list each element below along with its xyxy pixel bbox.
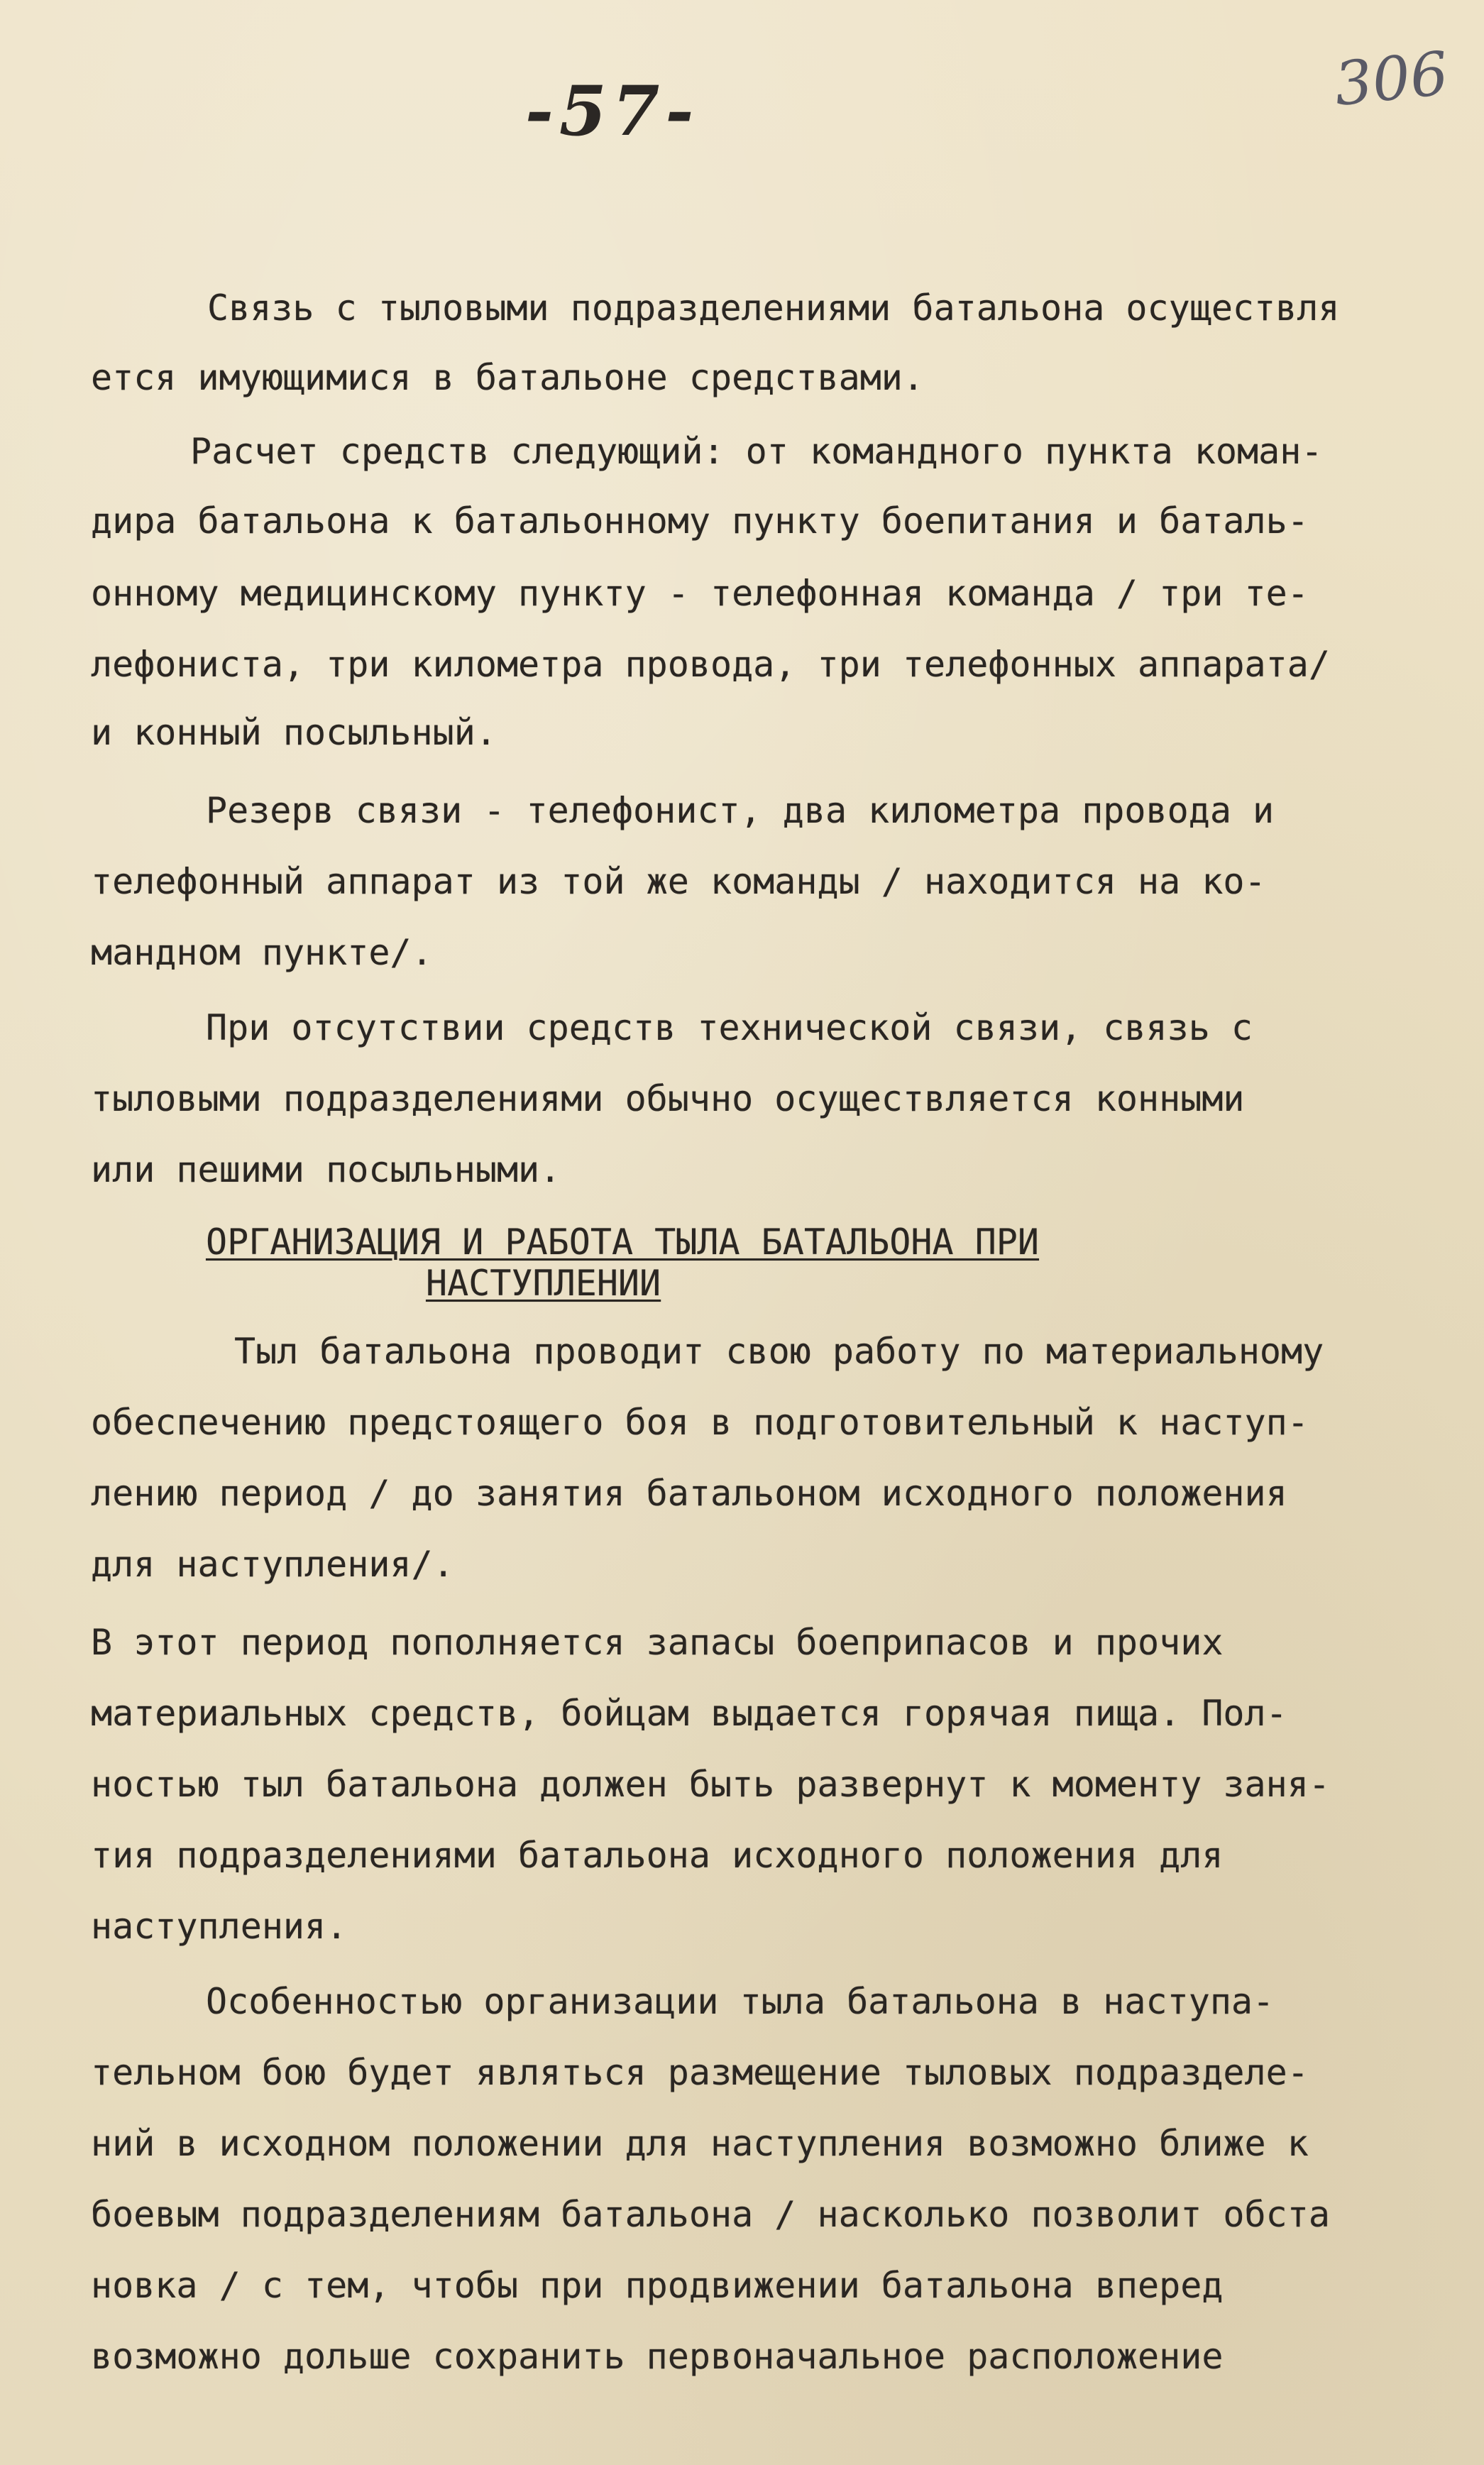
section-heading-continuation: НАСТУПЛЕНИИ — [426, 1263, 661, 1304]
text-line: ется имующимися в батальоне средствами. — [91, 357, 924, 398]
text-line: новка / с тем, чтобы при продвижении батальона вперед — [91, 2265, 1224, 2306]
text-line: материальных средств, бойцам выдается горячая пища. Пол- — [91, 1693, 1287, 1734]
text-line: Тыл батальона проводит свою работу по материальному — [234, 1331, 1324, 1372]
text-line: Связь с тыловыми подразделениями батальона осуществля — [207, 287, 1340, 329]
text-line: тыловыми подразделениями обычно осуществляется конными — [91, 1078, 1245, 1119]
text-line: тельном бою будет являться размещение тыловых подразделе- — [91, 2052, 1309, 2093]
text-line: Расчет средств следующий: от командного пункта коман- — [190, 431, 1323, 472]
text-line: тия подразделениями батальона исходного положения для — [91, 1835, 1224, 1876]
text-line: возможно дольше сохранить первоначальное расположение — [91, 2336, 1224, 2377]
text-line: лению период / до занятия батальоном исходного положения — [91, 1473, 1287, 1514]
text-line: ний в исходном положении для наступления возможно ближе к — [91, 2123, 1309, 2164]
text-line: обеспечению предстоящего боя в подготовительный к наступ- — [91, 1402, 1309, 1443]
page-number: -57- — [525, 71, 700, 151]
text-line: ностью тыл батальона должен быть развернут к моменту заня- — [91, 1764, 1330, 1805]
text-line: Особенностью организации тыла батальона в наступа- — [206, 1981, 1275, 2022]
text-line: мандном пункте/. — [91, 932, 433, 973]
text-line: При отсутствии средств технической связи, связь с — [206, 1007, 1253, 1048]
text-line: дира батальона к батальонному пункту боепитания и баталь- — [91, 500, 1309, 542]
text-line: онному медицинскому пункту - телефонная команда / три те- — [91, 573, 1309, 614]
text-line: или пешими посыльными. — [91, 1149, 561, 1190]
text-line: боевым подразделениям батальона / насколько позволит обста — [91, 2194, 1330, 2235]
text-line: телефонный аппарат из той же команды / находится на ко- — [91, 861, 1266, 902]
archive-page-number: 306 — [1331, 38, 1452, 120]
text-line: и конный посыльный. — [91, 712, 497, 753]
text-line: В этот период пополняется запасы боеприпасов и прочих — [91, 1622, 1224, 1663]
text-line: лефониста, три километра провода, три телефонных аппарата/ — [91, 644, 1330, 685]
text-line: наступления. — [91, 1906, 348, 1947]
section-heading: ОРГАНИЗАЦИЯ И РАБОТА ТЫЛА БАТАЛЬОНА ПРИ — [206, 1221, 1039, 1263]
text-line: Резерв связи - телефонист, два километра провода и — [206, 790, 1275, 831]
text-line: для наступления/. — [91, 1544, 454, 1585]
